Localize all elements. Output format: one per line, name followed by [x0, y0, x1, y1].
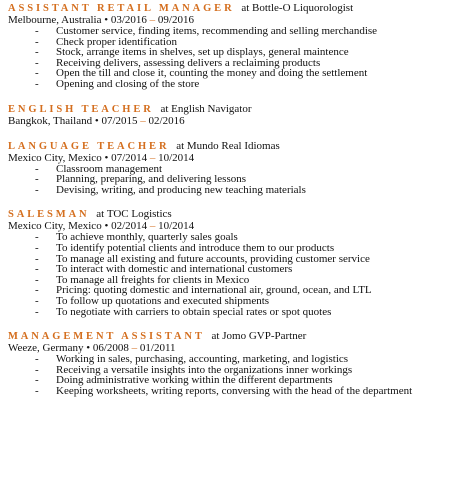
job-entry: [8, 103, 475, 127]
bullet-separator: •: [104, 151, 109, 164]
duty-item: - Pricing: quoting domestic and international air, ground, ocean, and LTL: [8, 285, 475, 296]
date-dash: –: [149, 220, 156, 233]
duty-list: [8, 164, 475, 196]
duty-item: - Check proper identification: [8, 37, 475, 48]
duty-item: - To manage all existing and future accounts, providing customer service: [8, 254, 475, 265]
job-location: Mexico City, Mexico: [8, 151, 102, 164]
company-name: Bottle-O Liquorologist: [252, 2, 354, 14]
job-entry: [8, 208, 475, 317]
job-location: Weeze, Germany: [8, 342, 84, 355]
duty-item: - To manage all freights for clients in Mexico: [8, 275, 475, 286]
at-label: at: [96, 208, 105, 221]
duty-item: - Working in sales, purchasing, accounting, marketing, and logistics: [8, 354, 475, 365]
bullet-separator: •: [86, 342, 91, 355]
bullet-separator: •: [104, 220, 109, 233]
job-location-dates: [8, 116, 475, 127]
duty-item: - Customer service, finding items, recommending and selling merchandise: [8, 26, 475, 37]
duty-list: [8, 232, 475, 317]
at-label: at: [211, 330, 220, 343]
company-name: Mundo Real Idiomas: [186, 139, 280, 152]
date-dash: –: [131, 342, 138, 355]
job-title: SALESMAN: [8, 209, 90, 221]
at-label: at: [160, 102, 169, 115]
company-name: English Navigator: [171, 102, 252, 115]
job-entry: [8, 140, 475, 196]
job-entry: [8, 330, 475, 396]
date-dash: –: [149, 151, 156, 164]
date-dash: –: [140, 114, 146, 127]
job-location-dates: [8, 153, 475, 164]
duty-item: - Planning, preparing, and delivering lessons: [8, 174, 475, 185]
job-title: ENGLISH TEACHER: [8, 103, 154, 115]
job-entry: [8, 2, 475, 90]
end-date: 10/2014: [158, 220, 195, 233]
duty-item: - To follow up quotations and executed shipments: [8, 296, 475, 307]
duty-item: - To negotiate with carriers to obtain special rates or spot quotes: [8, 307, 475, 318]
end-date: 09/2016: [157, 14, 194, 26]
bullet-separator: •: [104, 14, 109, 26]
end-date: 10/2014: [158, 151, 195, 164]
duty-item: - Doing administrative working within the different departments: [8, 375, 475, 386]
duty-list: [8, 354, 475, 396]
job-title: LANGUAGE TEACHER: [8, 140, 170, 152]
duty-item: - To identify potential clients and introduce them to our products: [8, 243, 475, 254]
date-dash: –: [149, 14, 156, 26]
end-date: 02/2016: [148, 114, 185, 127]
duty-item: - To interact with domestic and international customers: [8, 264, 475, 275]
start-date: 07/2014: [111, 151, 148, 164]
duty-item: - Open the till and close it, counting the money and doing the settlement: [8, 68, 475, 79]
duty-item: - Receiving delivers, assessing delivers a reclaiming products: [8, 58, 475, 69]
duty-item: - To achieve monthly, quarterly sales goals: [8, 232, 475, 243]
duty-item: - Opening and closing of the store: [8, 79, 475, 90]
company-name: TOC Logistics: [106, 208, 172, 221]
start-date: 03/2016: [110, 14, 147, 26]
duty-item: - Classroom management: [8, 164, 475, 175]
job-location: Mexico City, Mexico: [8, 220, 102, 233]
start-date: 02/2014: [111, 220, 148, 233]
job-title: ASSISTANT RETAIL MANAGER: [8, 3, 235, 14]
at-label: at: [176, 139, 185, 152]
duty-list: [8, 26, 475, 90]
end-date: 01/2011: [139, 342, 176, 355]
at-label: at: [241, 2, 250, 14]
job-location: Bangkok, Thailand: [8, 114, 93, 127]
start-date: 06/2008: [92, 342, 129, 355]
duty-item: - Receiving a versatile insights into the organizations inner workings: [8, 365, 475, 376]
job-location: Melbourne, Australia: [8, 14, 102, 26]
duty-item: - Devising, writing, and producing new teaching materials: [8, 185, 475, 196]
start-date: 07/2015: [101, 114, 138, 127]
bullet-separator: •: [94, 114, 99, 127]
company-name: Jomo GVP-Partner: [222, 330, 307, 343]
duty-item: - Keeping worksheets, writing reports, conversing with the head of the department: [8, 386, 475, 397]
duty-item: - Stock, arrange items in shelves, set up displays, general maintence: [8, 47, 475, 58]
job-title: MANAGEMENT ASSISTANT: [8, 331, 205, 343]
